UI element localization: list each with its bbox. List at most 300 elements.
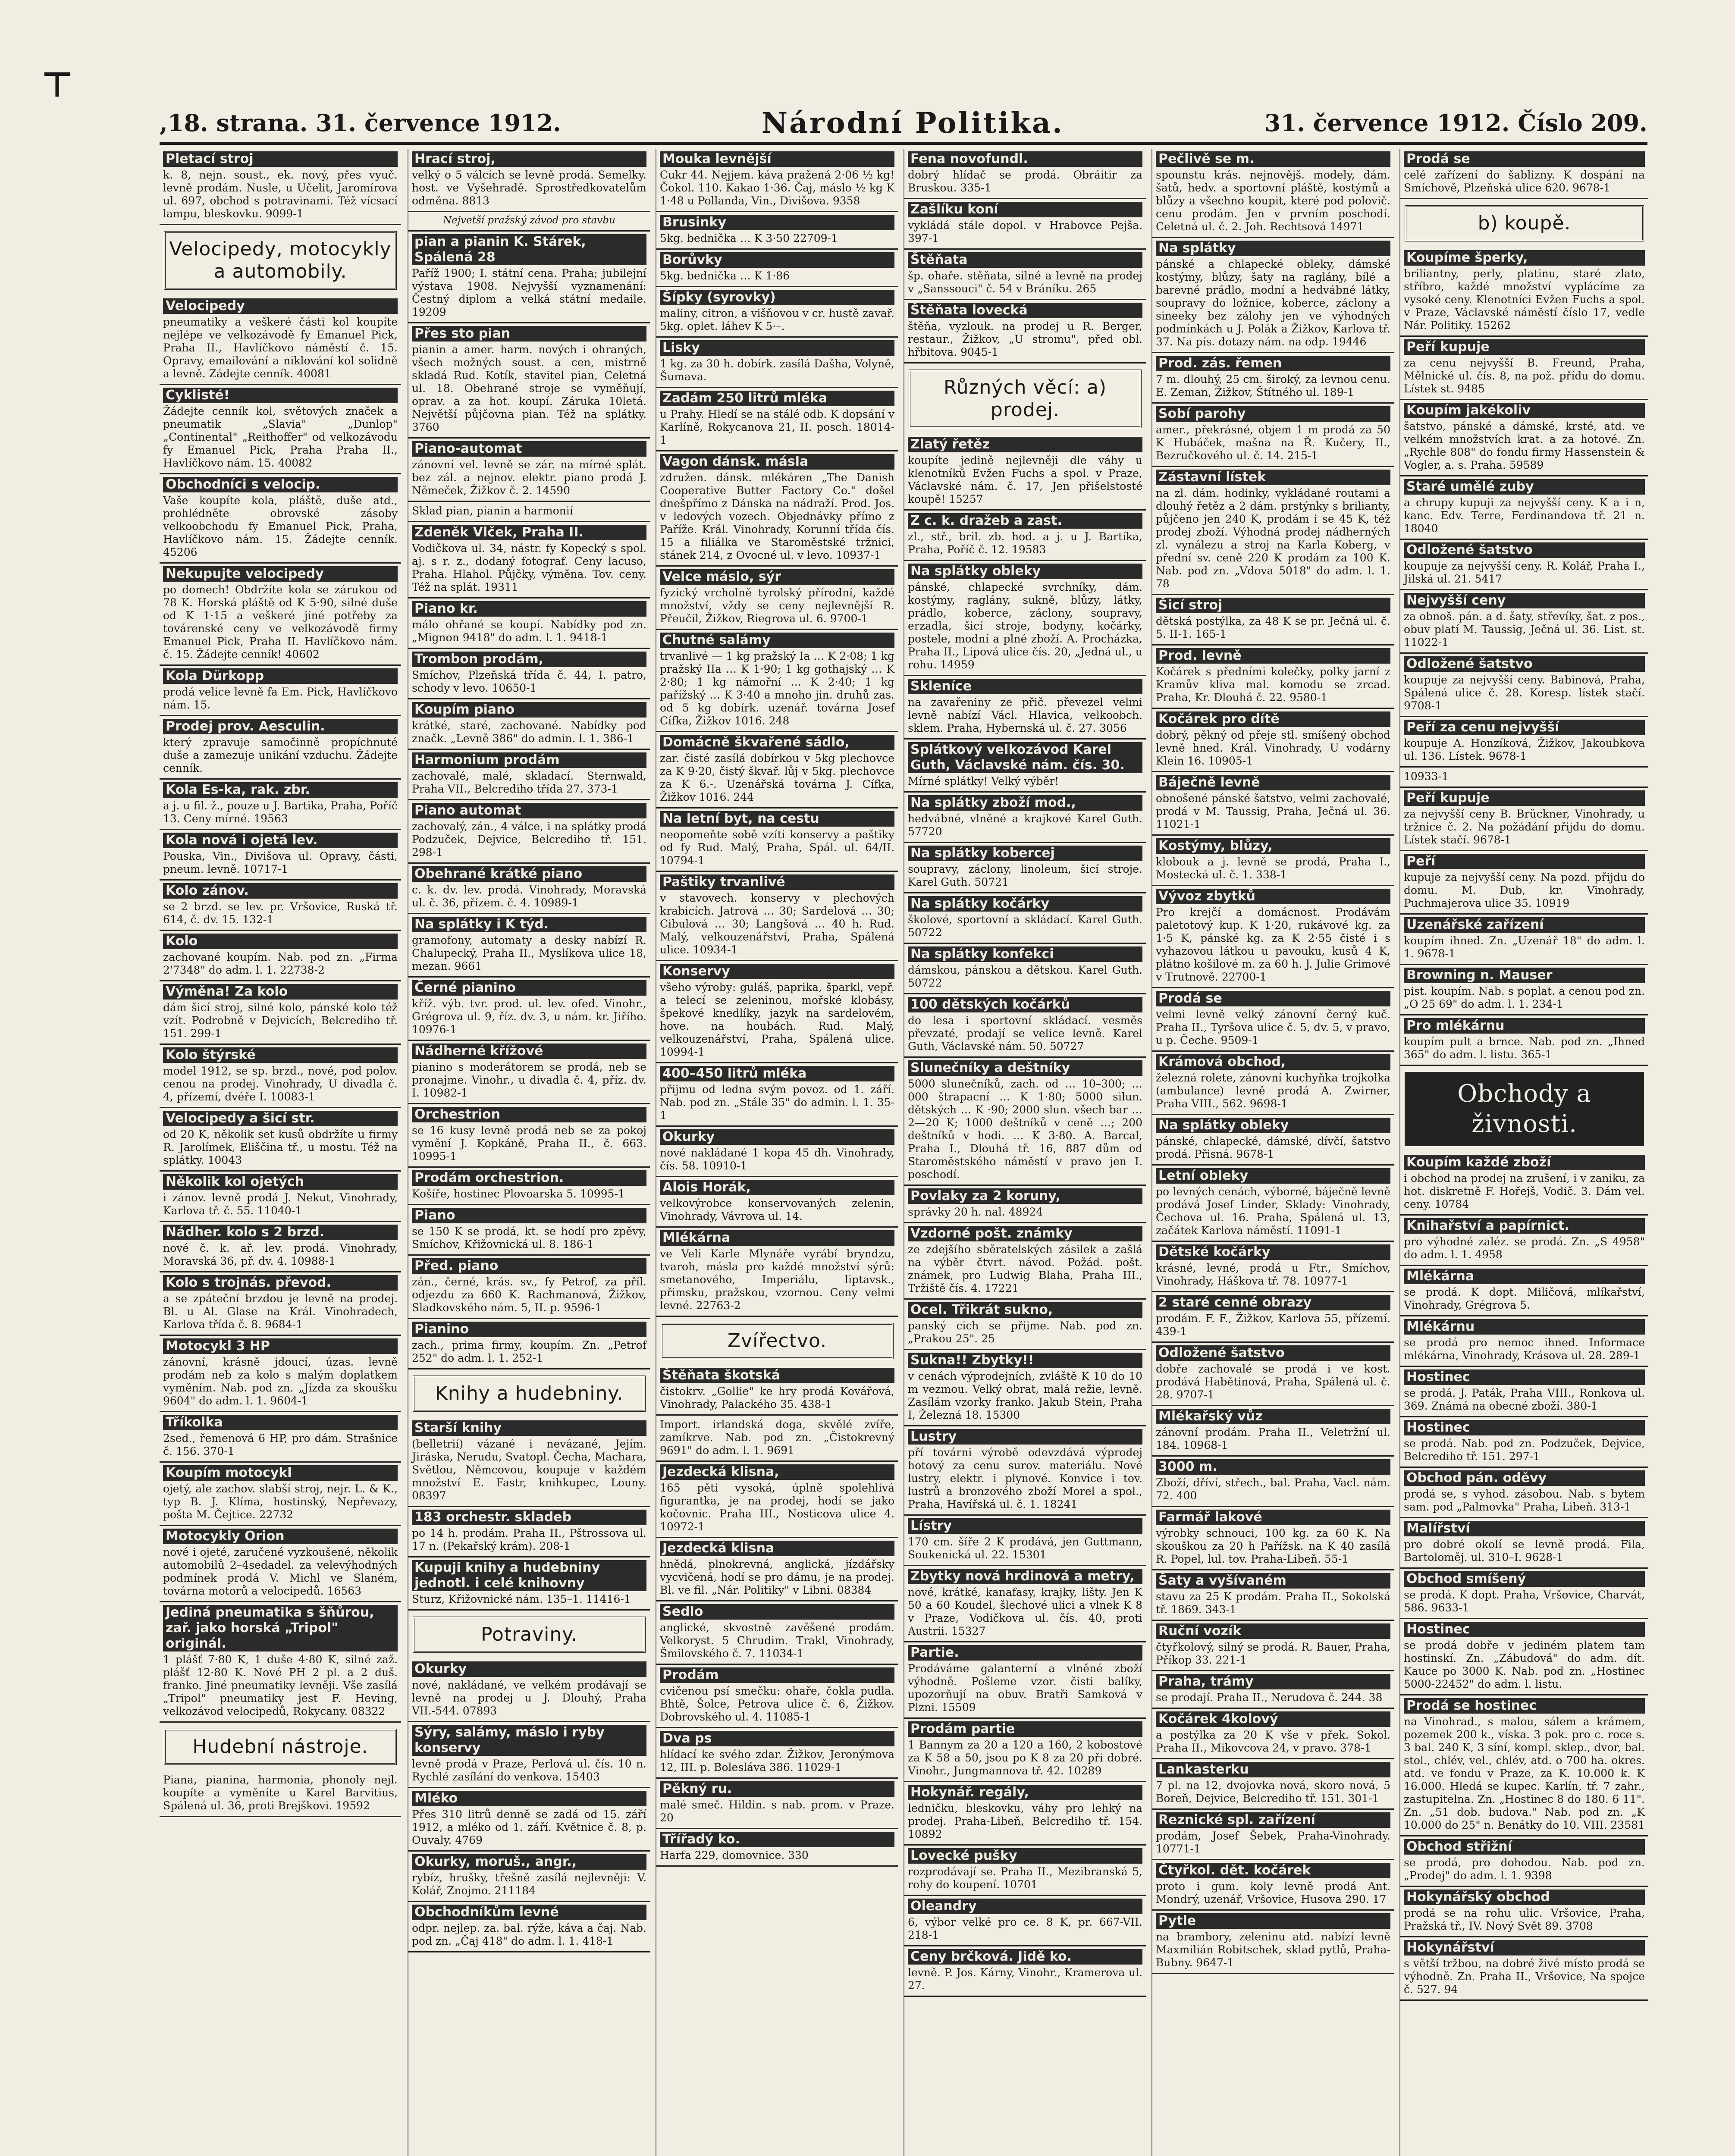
- classified-ad: [904, 793, 1146, 843]
- ad-body: panský cich se přijme. Nab. pod zn. „Prakou 25". 25: [908, 1319, 1142, 1345]
- classified-ad: [656, 630, 898, 732]
- classified-ad: [656, 287, 898, 338]
- classified-ad: [904, 511, 1146, 561]
- ad-body: prodám. F. F., Žižkov, Karlova 55, přízemí. 439-1: [1156, 1312, 1390, 1338]
- ad-headline: Zašlíku koní: [908, 202, 1142, 217]
- classified-ad: [160, 1602, 401, 1723]
- classified-ad: [1400, 788, 1648, 851]
- section-heading: Hudební nástroje.: [164, 1729, 397, 1765]
- ad-body: Pro krejčí a domácnost. Prodávám paletotový kup. K 1·20, rukávové kg. za 1·5 K, pánské kg. za K 2·55 čisté i s vyhazovou látkou u pavouku, kusů 4 K, plátno košilové m. za 60 h. J. Julie Grimové v Trutnově. 22700-1: [1156, 906, 1390, 983]
- header-left: ,18. strana. 31. července 1912.: [160, 109, 561, 137]
- ad-headline: Na splátky konfekci: [908, 946, 1142, 962]
- ad-headline: Prodá se hostinec: [1404, 1698, 1645, 1714]
- ad-body: Mírné splátky! Velký výběr!: [908, 775, 1059, 787]
- classified-ad: [1400, 1619, 1648, 1695]
- ad-body: kupuje za nejvyšší ceny. Na pozd. přijdu do domu. M. Dub, kr. Vinohrady, Puchmajerova ulice 35. 10919: [1404, 871, 1645, 909]
- ad-body: 7 pl. na 12, dvojovka nová, skoro nová, 5 Boreň, Dejvice, Belcrediho tř. 151. 301-1: [1156, 1779, 1390, 1805]
- ad-headline: Nádherné křížové: [412, 1044, 646, 1059]
- ad-body: rozprodávají se. Praha II., Mezibranská 5, rohy do koupení. 10701: [908, 1865, 1142, 1891]
- ad-body: 1 plášť 7·80 K, 1 duše 4·80 K, silné zaž. plášť 12·80 K. Nové PH 2 pl. a 2 duš. franko. Jiné pneumatiky levněji. Vše zasílá „Tripol" pneumatiky jest F. Heving, velkozávod velocipedů, Rokycany. 08322: [163, 1653, 398, 1717]
- ad-headline: Tříkolka: [163, 1415, 398, 1430]
- ad-body: Import. irlandská doga, skvělé zvíře, zamíkrve. Nab. pod zn. „Čistokrevný 9691" do adm. l. 1. 9691: [660, 1418, 894, 1457]
- ad-body: od 20 K, několik set kusů obdržíte u firmy R. Jarolímek, Eliščina tř., u mostu. Též na splátky. 10043: [163, 1128, 398, 1166]
- classified-ad: [1152, 1860, 1394, 1911]
- classified-ad: [1400, 1695, 1648, 1836]
- ad-headline: Skleníce: [908, 679, 1142, 694]
- classified-ad: [160, 1526, 401, 1602]
- ad-body: nové nakládané 1 kopa 45 dh. Vinohrady, čís. 58. 10910-1: [660, 1147, 894, 1172]
- classified-ad: [656, 451, 898, 567]
- classified-ad: [408, 750, 650, 800]
- ad-body: anglické, skvostně zavěšené prodám. Velkoryst. 5 Chrudim. Trakl, Vinohrady, Šmilovského č. 7. 11034-1: [660, 1621, 894, 1660]
- classified-ad: [408, 1788, 650, 1852]
- classified-ad: [656, 1779, 898, 1829]
- ad-body: prodá se na rohu ulic. Vršovice, Praha, Pražská tř., IV. Nový Svět 89. 3708: [1404, 1907, 1645, 1932]
- classified-ad: [160, 385, 401, 474]
- ad-body: koupuje A. Honzíková, Žižkov, Jakoubkova ul. 136. Lístek. 9678-1: [1404, 737, 1645, 762]
- ad-headline: Ruční vozík: [1156, 1623, 1390, 1639]
- classified-ad: [904, 1223, 1146, 1300]
- classified-ad: [656, 1127, 898, 1177]
- ad-body: Přes 310 litrů denně se zadá od 15. září 1912, a mléko od 1. září. Květnice č. 8, p. Ouvaly. 4769: [412, 1808, 646, 1846]
- ad-body: 2sed., řemenová 6 HP, pro dám. Strašnice č. 156. 370-1: [163, 1432, 398, 1457]
- ad-headline: Sukna!! Zbytky!!: [908, 1353, 1142, 1368]
- classified-ad: [1400, 337, 1648, 400]
- ad-body: prodá velice levně fa Em. Pick, Havlíčkovo nám. 15.: [163, 686, 398, 711]
- classified-ad: [904, 1719, 1146, 1782]
- ad-body: vykládá stále dopol. v Hrabovce Pejša. 397-1: [908, 219, 1142, 244]
- classified-ad: [1152, 772, 1394, 836]
- ad-headline: Jediná pneumatika s šňůrou, zař. jako horská „Tripol" originál.: [163, 1605, 398, 1651]
- ad-headline: Mlékárna: [1404, 1269, 1645, 1284]
- classified-ad: [904, 1300, 1146, 1350]
- classified-ad: [656, 1601, 898, 1665]
- classified-ad: [160, 716, 401, 780]
- classified-ad: [1152, 1709, 1394, 1759]
- ad-body: proto i gum. koly levně prodá Ant. Mondrý, uzenář, Vršovice, Husova 290. 17: [1156, 1880, 1390, 1905]
- classified-ad: [656, 1462, 898, 1538]
- classified-ad: [656, 872, 898, 961]
- ad-headline: Paštiky trvanlivé: [660, 874, 894, 890]
- classified-ad: [1152, 353, 1394, 404]
- ad-headline: Kolo s trojnás. převod.: [163, 1275, 398, 1291]
- ad-headline: Na letní byt, na cestu: [660, 811, 894, 827]
- classified-ad: [656, 1177, 898, 1228]
- ad-headline: Vývoz zbytků: [1156, 889, 1390, 904]
- ad-body: neopomeňte sobě vzíti konservy a paštiky od fy Rud. Malý, Praha, Spál. ul. 64/II. 10794-1: [660, 828, 894, 867]
- ad-headline: Lustry: [908, 1429, 1142, 1445]
- ad-headline: Malířství: [1404, 1521, 1645, 1536]
- classified-ad: [1152, 1292, 1394, 1343]
- column-2: [408, 149, 650, 2156]
- ad-headline: Fena novofundl.: [908, 151, 1142, 167]
- ad-headline: Kola nová i ojetá lev.: [163, 833, 398, 848]
- classified-ad: [160, 1771, 401, 1817]
- classified-ad: [1152, 595, 1394, 646]
- ad-headline: 2 staré cenné obrazy: [1156, 1295, 1390, 1310]
- classified-ad: [1152, 1759, 1394, 1810]
- ad-body: k. 8, nejn. soust., ek. nový, přes vyuč. levně prodám. Nusle, u Učelit, Jaromírova ul. 697, obchod s potravinami. Též vícsací lampu, bleskovku. 9099-1: [163, 169, 398, 220]
- section-heading: b) koupě.: [1405, 205, 1644, 241]
- ad-body: správky 20 h. nal. 48924: [908, 1206, 1043, 1218]
- ad-body: na Vinohrad., s malou, sálem a krámem, pozemek 200 k., víska. 3 pok. pro c. roce s. 3 bal. 240 K, 3 síní, kompl. sklep., dvor, bal. stol., chlév, vel., chlév, atd. o 700 ha. okres. atd. ve fondu v Praze, za K. 10.000 k. K 16.000. Hledá se kupec. Karlín, tř. 7 zahr., zastupitelna. Zn. „Hostinec 8 do 180. 6 11". Zn. „51 dob. budova." Nab. pod zn. „K 10.000 do 25" n. Benátky do 10. VIII. 23581: [1404, 1715, 1645, 1831]
- ad-headline: Na splátky zboží mod.,: [908, 795, 1142, 811]
- ad-headline: Velocipedy a šicí str.: [163, 1111, 398, 1126]
- classified-ad: [1400, 1569, 1648, 1619]
- ad-body: pří továrni výrobě odevzdává výprodej hotový za cenu surov. materiálu. Nové lustry, elektr. i plynové. Konvice i tov. lustrů a bronzového zboží Morel a spol., Praha, Havířská ul. č. 1. 18241: [908, 1446, 1142, 1510]
- classified-ad: [160, 1272, 401, 1336]
- classified-ad: [408, 149, 650, 212]
- ad-body: po 14 h. prodám. Praha II., Pštrossova ul. 17 n. (Pekařský krám). 208-1: [412, 1527, 646, 1552]
- ad-body: 1 Bannym za 20 a 120 a 160, 2 kobostové za K 58 a 50, jsou po K 8 za 20 při dobré. Vinohr., Jungmannova tř. 42. 10289: [908, 1739, 1142, 1777]
- ad-headline: Hokynářství: [1404, 1940, 1645, 1955]
- classified-ad: [1152, 1052, 1394, 1115]
- ad-headline: Lovecké pušky: [908, 1848, 1142, 1864]
- classified-ad: [1152, 988, 1394, 1052]
- ad-body: levně prodá v Praze, Perlová ul. čís. 10 n. Rychlé zasílání do venkova. 15403: [412, 1758, 646, 1783]
- classified-ad: [1400, 1836, 1648, 1887]
- classified-ad: [656, 961, 898, 1063]
- ad-headline: Několik kol ojetých: [163, 1174, 398, 1190]
- ad-body: Košíře, hostinec Plovoarska 5. 10995-1: [412, 1188, 625, 1200]
- classified-ad: [408, 649, 650, 699]
- ad-body: model 1912, se sp. brzd., nové, pod polov. cenou na prodej. Vinohrady, U divadla č. 4, přízemí, dvéře I. 10083-1: [163, 1065, 398, 1103]
- ad-headline: Krámová obchod,: [1156, 1054, 1390, 1070]
- ad-body: po levných cenách, výborné, báječně levně prodává Josef Linder, Sklady: Vinohrady, Čechova ul. 16. Praha, Spálená ul. 13, začátek Karlova náměstí. 11091-1: [1156, 1185, 1390, 1237]
- ad-headline: Harmonium prodám: [412, 752, 646, 768]
- classified-ad: [656, 1228, 898, 1317]
- classified-ad: [904, 1946, 1146, 1997]
- ad-body: železná rolete, zánovní kuchyňka trojkolka (ambulance) levně prodá A. Zwirner, Praha VIII., 562. 9698-1: [1156, 1072, 1390, 1110]
- ad-headline: Mlékárnu: [1404, 1319, 1645, 1335]
- section-heading: Potraviny.: [413, 1617, 646, 1653]
- ad-body: 10933-1: [1404, 770, 1449, 783]
- ad-body: pist. koupím. Nab. s poplat. a cenou pod zn. „O 25 69" do adm. l. 1. 234-1: [1404, 985, 1645, 1010]
- classified-ad: [904, 561, 1146, 676]
- ad-body: pánské, chlapecké, dámské, dívčí, šatstvo prodá. Přisná. 9678-1: [1156, 1135, 1390, 1160]
- ad-body: na zavařeniny ze přič. převezel velmi levně nabízí Václ. Hlavica, velkoobch. sklem. Praha, Hybernská ul. č. 27. 3056: [908, 696, 1142, 734]
- classified-ad: [1400, 915, 1648, 965]
- ad-headline: Hostinec: [1404, 1622, 1645, 1637]
- classified-ad: [904, 1058, 1146, 1186]
- ad-body: ojetý, ale zachov. slabší stroj, nejr. L. & K., typ B. J. Klíma, hostinský, Nepřevazy, pošta M. Čejtice. 22732: [163, 1482, 398, 1521]
- ad-headline: Na splátky obleky: [908, 564, 1142, 579]
- ad-body: výrobky schnouci, 100 kg. za 60 K. Na skouškou za 20 h Pařížsk. na K 40 zasílá R. Popel, lul. tov. Praha-Libeň. 55-1: [1156, 1527, 1390, 1565]
- ad-body: se 16 kusy levně prodá neb se za pokoj vymění J. Kopkáně, Praha II., č. 663. 10995-1: [412, 1124, 646, 1163]
- ad-headline: Na splátky kočárky: [908, 896, 1142, 912]
- ad-headline: Nejvyšší ceny: [1404, 593, 1645, 608]
- classified-ad: [656, 1665, 898, 1728]
- ad-headline: Peří kupuje: [1404, 790, 1645, 806]
- ad-body: školové, sportovní a skládací. Karel Guth. 50722: [908, 913, 1142, 939]
- ad-headline: Kočárek pro dítě: [1156, 711, 1390, 727]
- classified-ad: [408, 232, 650, 323]
- ad-body: zar. čisté zasílá dobírkou v 5kg plechovce za K 9·20, čistý škvař. lůj v 5kg. plechovce za K 6.-. Uzenářská továrna J. Cífka, Žižkov 1016. 244: [660, 752, 894, 803]
- ad-headline: Okurky: [412, 1661, 646, 1677]
- ad-body: a chrupy kupuji za nejvyšší ceny. K a i n, kanc. Edv. Terre, Ferdinandova tř. 21 n. 18040: [1404, 496, 1645, 535]
- ad-body: koupím ihned. Zn. „Uzenář 18" do adm. l. 1. 9678-1: [1404, 934, 1645, 960]
- classified-ad: [1400, 1367, 1648, 1417]
- ad-headline: Piano automat: [412, 803, 646, 818]
- ad-headline: Obchodníkům levné: [412, 1905, 646, 1920]
- ad-headline: Pro mlékárnu: [1404, 1018, 1645, 1034]
- ad-headline: Hokynář. regály,: [908, 1785, 1142, 1800]
- ad-body: zánovní, krásně jdoucí, úzas. levně prodám neb za kolo s malým doplatkem vyměním. Nab. pod zn. „Jízda za skoušku 9604" do adm. l. 1. 9604-1: [163, 1356, 398, 1407]
- ad-body: 6, výbor velké pro ce. 8 K, pr. 667-VII. 218-1: [908, 1916, 1142, 1941]
- ad-body: zachovalý, zán., 4 válce, i na splátky prodá Podzuček, Dejvice, Belcrediho tř. 151. 298-1: [412, 820, 646, 859]
- ad-body: hlídací ke svého zdar. Žižkov, Jeronýmova 12, III. p. Bolesláva 386. 11029-1: [660, 1748, 894, 1774]
- classified-ad: [656, 149, 898, 212]
- ad-headline: Staré umělé zuby: [1404, 479, 1645, 495]
- ad-body: celé zařízení do šablizny. K dospání na Smíchově, Plzeňská ulice 620. 9678-1: [1404, 169, 1645, 194]
- ad-body: Sklad pian, pianin a harmonií: [412, 505, 573, 517]
- classified-ad: [1400, 400, 1648, 476]
- classified-ad: [408, 699, 650, 750]
- classified-ad: [408, 323, 650, 439]
- ad-headline: Kolo štýrské: [163, 1047, 398, 1063]
- ad-headline: Koupíme šperky,: [1404, 250, 1645, 266]
- ad-headline: Zadám 250 litrů mléka: [660, 391, 894, 406]
- ad-body: čtyřkolový, silný se prodá. R. Bauer, Praha, Příkop 33. 221-1: [1156, 1641, 1390, 1666]
- ad-headline: Štěňata škotská: [660, 1368, 894, 1383]
- classified-ad: [1400, 149, 1648, 199]
- classified-ad: [408, 1104, 650, 1168]
- ad-body: 1 kg. za 30 h. dobírk. zasílá Dašha, Volyně, Šumava.: [660, 357, 894, 383]
- ad-body: pro dobré okolí se levně prodá. Fila, Bartoloměj. ul. 310–I. 9628-1: [1404, 1538, 1645, 1564]
- classified-ad: [408, 1722, 650, 1788]
- classified-ad: [656, 732, 898, 808]
- classified-ad: [656, 338, 898, 388]
- ad-headline: 3000 m.: [1156, 1459, 1390, 1475]
- classified-ad: [1400, 768, 1648, 788]
- ad-body: který zpravuje samočinně propíchnuté duše a zamezuje unikání vzduchu. Žádejte cenník.: [163, 736, 398, 774]
- ad-headline: Kolo: [163, 934, 398, 949]
- ad-body: briliantny, perly, platinu, staré zlato, stříbro, každé množství vyplácíme za vysoké ceny. Klenotníci Evžen Fuchs a spol. v Praze, Václavské náměstí číslo 17, vedle Nár. Politiky. 15262: [1404, 267, 1645, 332]
- ad-headline: Prodám partie: [908, 1721, 1142, 1737]
- ad-body: maliny, citron, a višňovou v cr. hustě zavař. 5kg. oplet. láhev K 5·–.: [660, 307, 894, 332]
- ad-body: se prodá, pro dohodou. Nab. pod zn. „Prodej" do adm. l. 1. 9398: [1404, 1856, 1645, 1882]
- classified-ad: [408, 502, 650, 522]
- ad-headline: Konservy: [660, 964, 894, 979]
- ad-headline: Praha, trámy: [1156, 1674, 1390, 1689]
- ad-headline: Pytle: [1156, 1913, 1390, 1929]
- ad-headline: Motocykly Orion: [163, 1529, 398, 1544]
- column-3: [656, 149, 898, 2156]
- ad-headline: Odložené šatstvo: [1404, 542, 1645, 558]
- classified-ad: [904, 1566, 1146, 1642]
- classified-ad: [408, 1319, 650, 1369]
- classified-ad: [904, 676, 1146, 740]
- column-5: [1151, 149, 1394, 2156]
- ad-headline: Hrací stroj,: [412, 151, 646, 167]
- classified-ad: [904, 1516, 1146, 1566]
- ad-headline: Dva ps: [660, 1731, 894, 1746]
- ad-body: i obchod na prodej na zrušení, i v zaniku, za hot. diskretně F. Hořejš, Vodič. 3. Dám vel. ceny. 10784: [1404, 1172, 1645, 1210]
- ad-headline: Orchestrion: [412, 1107, 646, 1122]
- ad-body: hedvábné, vlněné a krajkové Karel Guth. 57720: [908, 812, 1142, 838]
- ad-body: velmi levně velký zánovní černý kuč. Praha II., Tyršova ulice č. 5, dv. 5, v pravo, u p. Čeche. 9509-1: [1156, 1008, 1390, 1047]
- classified-ad: [160, 981, 401, 1045]
- ad-headline: Černé pianino: [412, 980, 646, 996]
- ad-body: levně. P. Jos. Kárny, Vinohr., Kramerova ul. 27.: [908, 1966, 1142, 1992]
- ad-headline: Před. piano: [412, 1258, 646, 1274]
- classified-ad: [1152, 1115, 1394, 1166]
- column-4: [904, 149, 1146, 2156]
- ad-body: pro výhodné zaléz. se prodá. Zn. „S 4958" do adm. l. 1. 4958: [1404, 1235, 1645, 1261]
- ad-body: velký o 5 válcích se levně prodá. Semelky. host. ve Vyšehradě. Sprostředkovatelům odměna. 8813: [412, 169, 646, 207]
- ad-headline: Na splátky kobercej: [908, 846, 1142, 861]
- classified-ad: [904, 843, 1146, 893]
- ad-headline: Prodám: [660, 1667, 894, 1683]
- ad-body: do lesa i sportovní skládací. vesměs převzaté, prodají se velice levně. Karel Guth, Václavské nám. 50. 50727: [908, 1014, 1142, 1053]
- classified-ad: [1152, 1621, 1394, 1671]
- ad-headline: Odložené šatstvo: [1404, 656, 1645, 672]
- ad-headline: Hostinec: [1404, 1369, 1645, 1385]
- ad-headline: Brusinky: [660, 215, 894, 230]
- ad-body: se prodá. Nab. pod zn. Podzuček, Dejvice, Belcrediho tř. 151. 297-1: [1404, 1437, 1645, 1463]
- ad-body: se 2 brzd. se lev. pr. Vršovice, Ruská tř. 614, č. dv. 15. 132-1: [163, 900, 398, 926]
- ad-body: u Prahy. Hledí se na stálé odb. K dopsání v Karlíně, Rokycanova 21, II. posch. 18014-1: [660, 408, 894, 446]
- ad-body: po domech! Obdržíte kola se zárukou od 78 K. Horská pláště od K 5·90, silné duše od K 1·15 a veškeré jiné potřeby za továrenské ceny ve velkozávodě firmy Emanuel Pick, Praha II. Havlíčkovo nám. č. 15. Žádejte cenník! 40602: [163, 583, 398, 661]
- ad-headline: Prodá se: [1156, 991, 1390, 1006]
- ad-body: fyzický vrcholně tyrolský přírodní, každé množství, vždy se ceny nejlevnější R. Přeučil, Žižkov, Riegrova ul. 6. 9700-1: [660, 586, 894, 625]
- ad-headline: Piano kr.: [412, 601, 646, 617]
- classified-ad: [1400, 1518, 1648, 1569]
- ad-body: a se zpáteční brzdou je levně na prodej. Bl. u Al. Glase na Král. Vinohradech, Karlova třída č. 8. 9684-1: [163, 1292, 398, 1331]
- classified-ad: [160, 830, 401, 881]
- ad-body: Harfa 229, domovnice. 330: [660, 1849, 809, 1861]
- ad-headline: Prodá se: [1404, 151, 1645, 167]
- ad-headline: Štěňata: [908, 252, 1142, 268]
- ad-headline: Piano: [412, 1208, 646, 1223]
- classified-ad: [1400, 248, 1648, 337]
- classified-ad: [656, 388, 898, 451]
- ad-headline: Peří za cenu nejvyšší: [1404, 720, 1645, 735]
- ad-body: zach., prima firmy, koupím. Zn. „Petrof 252" do adm. l. 1. 252-1: [412, 1339, 646, 1364]
- ad-headline: Vzdorné pošt. známky: [908, 1226, 1142, 1241]
- ad-headline: 400–450 litrů mléka: [660, 1066, 894, 1081]
- ad-body: se prodá. K dopt. Praha, Vršovice, Charvát, 586. 9633-1: [1404, 1589, 1645, 1614]
- classified-ad: [1400, 654, 1648, 717]
- ad-headline: Zlatý řetěz: [908, 437, 1142, 452]
- ad-headline: Velce máslo, sýr: [660, 569, 894, 585]
- ad-headline: Browning n. Mauser: [1404, 968, 1645, 983]
- classified-ad: [408, 1557, 650, 1611]
- ad-body: nové č. k. ař. lev. prodá. Vinohrady, Moravská 36, př. dv. 4. 10988-1: [163, 1242, 398, 1267]
- classified-ad: [1152, 1457, 1394, 1507]
- binding-mark: ⊤: [41, 65, 73, 105]
- classified-ad: [160, 666, 401, 716]
- ad-body: za nejvyšší ceny B. Brückner, Vinohrady, u tržnice č. 2. Na požádání přijdu do domu. Lístek stačí. 9678-1: [1404, 808, 1645, 846]
- classified-ad: [1152, 1671, 1394, 1709]
- classified-ad: [904, 149, 1146, 199]
- classified-ad: [408, 599, 650, 649]
- ad-headline: Borůvky: [660, 252, 894, 268]
- ad-headline: Chutné salámy: [660, 633, 894, 648]
- ad-body: Prodáváme galanterní a vlněné zboží výhodně. Pošleme vzor. čisti balíky, upozorňují na obuv. Bratři Samková v Plzni. 15509: [908, 1662, 1142, 1714]
- ad-headline: Báječně levně: [1156, 775, 1390, 790]
- ad-body: koupuje za nejvyšší ceny. Babinová, Praha, Spálená ulice č. 28. Koresp. lístek stačí. 9708-1: [1404, 674, 1645, 712]
- classified-ad: [408, 522, 650, 599]
- classified-ad: [1400, 1937, 1648, 2001]
- classified-ad: [904, 1642, 1146, 1719]
- ad-body: dámskou, pánskou a dětskou. Karel Guth. 50722: [908, 964, 1142, 989]
- section-heading: Obchody a živnosti.: [1405, 1072, 1644, 1146]
- ad-headline: Lístry: [908, 1518, 1142, 1534]
- ad-body: dobře zachovalé se prodá i ve kost. prodává Habětinová, Praha, Spálená ul. č. 28. 9707-1: [1156, 1363, 1390, 1401]
- classified-ad: [656, 1829, 898, 1867]
- ad-headline: Okurky: [660, 1129, 894, 1145]
- ad-headline: Prod. zás. řemen: [1156, 356, 1390, 371]
- ad-headline: Hostinec: [1404, 1420, 1645, 1435]
- classified-ad: [408, 1205, 650, 1256]
- ad-body: pianino s moderátorem se prodá, neb se pronajme. Vinohr., u divadla č. 4, příz. dv. I. 10982-1: [412, 1061, 646, 1099]
- ad-headline: Vagon dánsk. másla: [660, 454, 894, 470]
- ad-headline: Kostýmy, blůzy,: [1156, 838, 1390, 854]
- ad-body: ledničku, bleskovku, váhy pro lehký na prodej. Praha-Libeň, Belcrediho tř. 154. 10892: [908, 1802, 1142, 1840]
- ad-headline: Na splátky i K týd.: [412, 917, 646, 932]
- ad-headline: Obchodníci s velocip.: [163, 477, 398, 492]
- ad-body: pianin a amer. harm. nových i ohraných, všech možných soust. a cen, mistrně skladá Rud. Kotík, stavitel pian, Celetná ul. 18. Obehrané stroje se vyměňují, oprav. a za hot. koupí. Záruka 10letá. Největší půjčovna pian. Též na splátky. 3760: [412, 343, 646, 433]
- classified-ad: [408, 1041, 650, 1104]
- ad-body: 7 m. dlouhý, 25 cm. široký, za levnou cenu. E. Zeman, Žižkov, Štítného ul. 189-1: [1156, 373, 1390, 398]
- ad-headline: Domácně škvařené sádlo,: [660, 735, 894, 750]
- ad-headline: Kupuji knihy a hudebniny jednotl. i celé knihovny: [412, 1560, 646, 1591]
- ad-headline: Šaty a vyšívaném: [1156, 1573, 1390, 1589]
- ad-body: Zboží, dříví, střech., bal. Praha, Vacl. nám. 72. 400: [1156, 1476, 1390, 1502]
- classified-ad: [160, 149, 401, 225]
- ad-body: 165 pěti vysoká, úplně spolehlivá figurantka, je na prodej, hodí se jako kočovnic. Praha III., Nosticova ulice 4. 10972-1: [660, 1482, 894, 1533]
- ad-headline: Motocykl 3 HP: [163, 1338, 398, 1354]
- classified-ad: [408, 439, 650, 502]
- ad-headline: Mlékárna: [660, 1230, 894, 1246]
- ad-headline: Nádher. kolo s 2 brzd.: [163, 1225, 398, 1240]
- ad-body: Kočárek s předními kolečky, polky jarní z Kramův kliva mal. komodu se zrcad. Praha, Kr. Dlouhá č. 22. 9580-1: [1156, 665, 1390, 704]
- classified-ad: [904, 893, 1146, 944]
- masthead: Národní Politika.: [761, 106, 1064, 140]
- classified-ad: [1400, 965, 1648, 1015]
- classified-ad: [904, 1350, 1146, 1426]
- ad-headline: Uzenářské zařízení: [1404, 917, 1645, 933]
- ad-body: čistokrv. „Gollie" ke hry prodá Kovářová, Vinohrady, Palackého 35. 438-1: [660, 1385, 894, 1410]
- ad-body: koupím pult a brnce. Nab. pod zn. „Ihned 365" do adm. l. listu. 365-1: [1404, 1035, 1645, 1061]
- ad-body: 5000 slunečníků, zach. od … 10–300; … 000 štrapacní … K 1·80; 5000 silun. dětských … K ·90; 2000 slun. všech bar … 2—20 K; 1000 deštníků v ceně …; 200 deštníků v hodi. … K 3·80. A. Barcal, Praha I., Dlouhá tř. 16, 887 dům od Staroměstského náměstí v pravo jen I. poschodí.: [908, 1078, 1142, 1181]
- classified-ad: [408, 914, 650, 978]
- ad-body: rybíz, hrušky, třešně zasílá nejlevněji: V. Kolář, Znojmo. 211184: [412, 1871, 646, 1897]
- ad-headline: Farmář lakové: [1156, 1510, 1390, 1525]
- classified-ad: [1152, 1166, 1394, 1242]
- classified-ad: [160, 1222, 401, 1272]
- ad-body: cvičenou psí smečku: ohaře, čokla pudla. Bhtě, Šolce, Petrova ulice č. 6, Žižkov. Dobrovského ul. 4. 11085-1: [660, 1685, 894, 1723]
- ad-body: a j. u fil. ž., pouze u J. Bartika, Praha, Poříč 13. Ceny mírné. 19563: [163, 799, 398, 825]
- classified-ad: [1400, 717, 1648, 768]
- ad-body: i zánov. levně prodá J. Nekut, Vinohrady, Karlova tř. č. 55. 11040-1: [163, 1191, 398, 1217]
- classified-ad: [408, 1168, 650, 1205]
- ad-headline: Prodám orchestrion.: [412, 1170, 646, 1186]
- ad-headline: Partie.: [908, 1645, 1142, 1661]
- classified-ad: [1400, 540, 1648, 590]
- ad-headline: Ceny brčková. Jidě ko.: [908, 1949, 1142, 1965]
- classified-ad: [408, 978, 650, 1041]
- classified-ad: [160, 564, 401, 666]
- classified-ad: [1152, 1911, 1394, 1974]
- classified-ad: [1400, 1417, 1648, 1468]
- classified-ad: [1152, 149, 1394, 238]
- classified-ad: [1152, 709, 1394, 772]
- classified-ad: [1152, 1810, 1394, 1860]
- ad-body: prodá se, s vyhod. zásobou. Nab. s bytem sam. pod „Palmovka" Praha, Libeň. 313-1: [1404, 1488, 1645, 1513]
- section-heading: Velocipedy, motocykly a automobily.: [164, 231, 397, 290]
